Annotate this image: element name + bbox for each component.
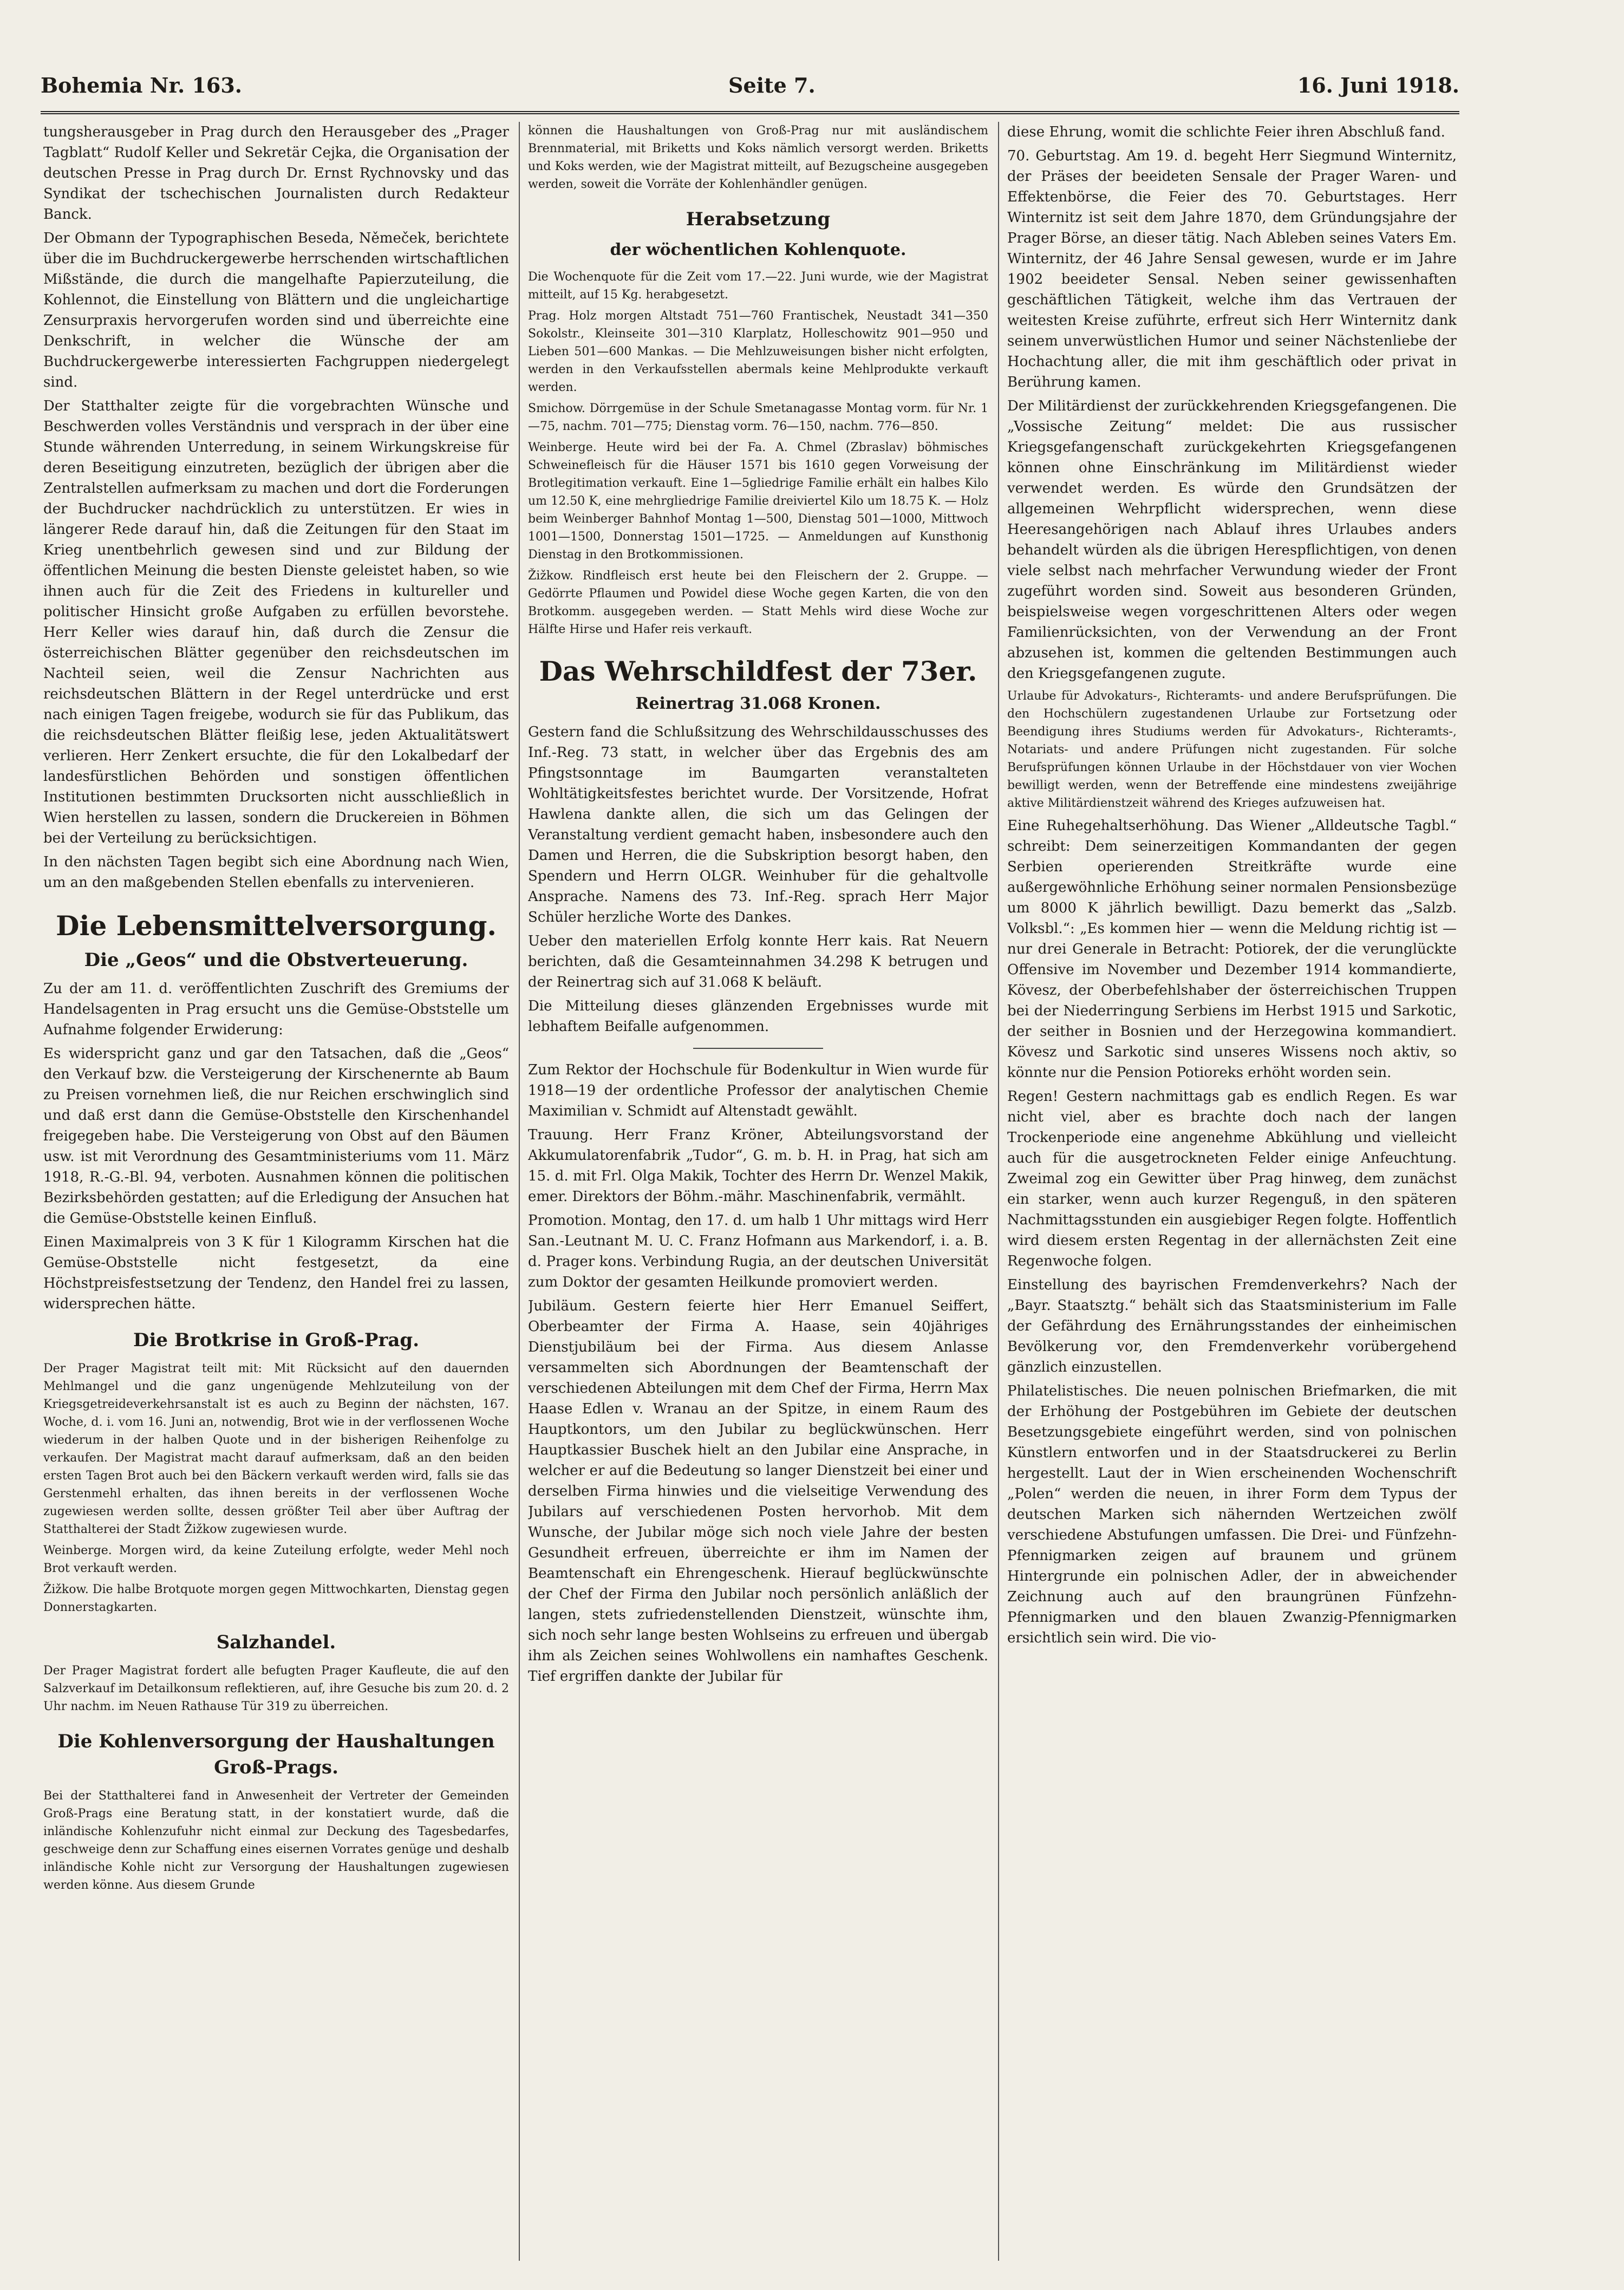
article-paragraph: Weinberge. Morgen wird, da keine Zuteilung erfolgte, weder Mehl noch Brot verkauft werden. [43, 1544, 509, 1575]
article-paragraph: Einstellung des bayrischen Fremdenverkehrs? Nach der „Bayr. Staatsztg.“ behält sich das Staatsministerium im Falle der Gefährdung des Ernährungsstandes der einheimischen Bevölkerung vor, den Fremdenverkehr vorübergehend gänzlich einzustellen. [1007, 1277, 1457, 1375]
article-heading: Die Brotkrise in Groß-Prag. [133, 1329, 420, 1351]
masthead-issue: Bohemia Nr. 163. [41, 73, 243, 97]
article-heading: Herabsetzung [686, 208, 831, 230]
article-paragraph: Trauung. Herr Franz Kröner, Abteilungsvorstand der Akkumulatorenfabrik „Tudor“, G. m. b. H. in Prag, hat sich am 15. d. mit Frl. Olga Makik, Tochter des Herrn Dr. Wenzel Makik, emer. Direktors der Böhm.-mähr. Maschinenfabrik, vermählt. [528, 1127, 988, 1205]
page-header [41, 73, 1459, 106]
article-heading: Salzhandel. [216, 1632, 336, 1653]
article-paragraph: können die Haushaltungen von Groß-Prag nur mit ausländischem Brennmaterial, mit Briketts und Koks nämlich versorgt werden. Briketts und Koks werden, wie der Magistrat mitteilt, auf Bezugscheine ausgegeben werden, soweit die Vorräte der Kohlenhändler genügen. [528, 124, 988, 191]
article-paragraph: Jubiläum. Gestern feierte hier Herr Emanuel Seiffert, Oberbeamter der Firma A. Haase, sein 40jähriges Dienstjubiläum bei der Firma. Aus diesem Anlasse versammelten sich Abordnungen der Beamtenschaft der verschiedenen Abteilungen mit dem Chef der Firma, Herrn Max Haase Edlen v. Wranau an der Spitze, in einem Raum des Hauptkontors, um den Jubilar zu beglückwünschen. Herr Hauptkassier Buschek hielt an den Jubilar eine Ansprache, in welcher er auf die Bedeutung so langer Dienstzeit bei einer und derselben Firma hinwies und die vielseitige Verwendung des Jubilars auf verschiedenen Posten hervorhob. Mit dem Wunsche, der Jubilar möge sich noch viele Jahre der besten Gesundheit erfreuen, überreichte er ihm im Namen der Beamtenschaft ein Ehrengeschenk. Hierauf beglückwünschte der Chef der Firma den Jubilar noch persönlich anläßlich der langen, stets zufriedenstellenden Dienstzeit, wünschte ihm, sich noch sehr lange besten Wohlseins zu erfreuen und übergab ihm als Zeichen seines Wohlwollens ein namhaftes Geschenk. Tief ergriffen dankte der Jubilar für [528, 1298, 988, 1685]
article-paragraph: Zum Rektor der Hochschule für Bodenkultur in Wien wurde für 1918—19 der ordentliche Professor der analytischen Chemie Maximilian v. Schmidt auf Altenstadt gewählt. [528, 1062, 988, 1119]
article-subheading: Reinertrag 31.068 Kronen. [635, 694, 881, 713]
article-paragraph: Bei der Statthalterei fand in Anwesenheit der Vertreter der Gemeinden Groß-Prags eine Beratung statt, in der konstatiert wurde, daß die inländische Kohlenzufuhr nicht einmal zur Deckung des Tagesbedarfes, geschweige denn zur Schaffung eines eisernen Vorrates genüge und deshalb inländische Kohle nicht zur Versorgung der Haushaltungen zugewiesen werden könne. Aus diesem Grunde [43, 1789, 509, 1892]
article-paragraph: Die Wochenquote für die Zeit vom 17.—22. Juni wurde, wie der Magistrat mitteilt, auf 15 Kg. herabgesetzt. [528, 270, 988, 302]
article-paragraph: diese Ehrung, womit die schlichte Feier ihren Abschluß fand. [1007, 124, 1445, 140]
article-paragraph: Die Mitteilung dieses glänzenden Ergebnisses wurde mit lebhaftem Beifalle aufgenommen. [528, 998, 988, 1035]
article-paragraph: tungsherausgeber in Prag durch den Herausgeber des „Prager Tagblatt“ Rudolf Keller und Sekretär Cejka, die Organisation der deutschen Presse in Prag durch Dr. Ernst Rychnovsky und das Syndikat der tschechischen Journalisten durch Redakteur Banck. [43, 124, 509, 223]
article-paragraph: Es widerspricht ganz und gar den Tatsachen, daß die „Geos“ den Verkauf bzw. die Versteigerung der Kirschenernte ab Baum zu Preisen vornehmen ließ, die nur Reichen erschwinglich sind und daß erst dann die Gemüse-Obststelle den Kirschenhandel freigegeben habe. Die Versteigerung von Obst auf den Bäumen usw. ist mit Verordnung des Gesamtministeriums vom 11. März 1918, R.-G.-Bl. 94, verboten. Ausnahmen können die politischen Bezirksbehörden gestatten; auf die Erledigung der Ansuchen hat die Gemüse-Obststelle keinen Einfluß. [43, 1046, 509, 1226]
article-paragraph: Gestern fand die Schlußsitzung des Wehrschildausschusses des Inf.-Reg. 73 statt, in welcher über das Ergebnis des am Pfingstsonntage im Baumgarten veranstalteten Wohltätigkeitsfestes berichtet wurde. Der Vorsitzende, Hofrat Hawlena dankte allen, die sich um das Gelingen der Veranstaltung verdient gemacht haben, insbesondere auch den Damen und Herren, die die Subskription besorgt haben, den Spendern und Herrn OLGR. Weinhuber für die gehaltvolle Ansprache. Namens des 73. Inf.-Reg. sprach Herr Major Schüler herzliche Worte des Dankes. [528, 724, 988, 925]
header-rule [41, 111, 1459, 114]
article-paragraph: In den nächsten Tagen begibt sich eine Abordnung nach Wien, um an den maßgebenden Stellen ebenfalls zu intervenieren. [43, 854, 509, 891]
article-paragraph: Promotion. Montag, den 17. d. um halb 1 Uhr mittags wird Herr San.-Leutnant M. U. C. Franz Hofmann aus Markendorf, i. a. B. d. Prager kons. Verbindung Rugia, an der deutschen Universität zum Doktor der gesamten Heilkunde promoviert werden. [528, 1212, 988, 1290]
article-paragraph: Der Obmann der Typographischen Beseda, Němeček, berichtete über die im Buchdruckergewerbe herrschenden wirtschaftlichen Mißstände, die durch die mangelhafte Papierzuteilung, die Kohlennot, die Einstellung von Blättern und die ungleichartige Zensurpraxis hervorgerufen worden sind und überreichte eine Denkschrift, in welcher die Wünsche der am Buchdruckergewerbe interessierten Fachgruppen niedergelegt sind. [43, 230, 509, 390]
article-paragraph: Zu der am 11. d. veröffentlichten Zuschrift des Gremiums der Handelsagenten in Prag ersucht uns die Gemüse-Obststelle um Aufnahme folgender Erwiderung: [43, 981, 509, 1038]
article-paragraph: Smichow. Dörrgemüse in der Schule Smetanagasse Montag vorm. für Nr. 1—75, nachm. 701—775; Dienstag vorm. 76—150, nachm. 776—850. [528, 402, 988, 433]
column-divider [519, 122, 520, 2261]
article-paragraph: Žižkow. Die halbe Brotquote morgen gegen Mittwochkarten, Dienstag gegen Donnerstagkarten. [43, 1583, 509, 1614]
article-paragraph: Philatelistisches. Die neuen polnischen Briefmarken, die mit der Erhöhung der Postgebühren im Gebiete der deutschen Besetzungsgebiete eingeführt werden, sind von polnischen Künstlern entworfen und in der Staatsdruckerei zu Berlin hergestellt. Laut der in Wien erscheinenden Wochenschrift „Polen“ werden die neuen, in ihrer Form dem Typus der deutschen Marken sich nähernden Wertzeichen zwölf verschiedene Abstufungen umfassen. Die Drei- und Fünfzehn-Pfennigmarken zeigen auf braunem und grünem Hintergrunde ein polnischen Adler, der in abweichender Zeichnung auch auf den braungrünen Fünfzehn-Pfennigmarken und den blauen Zwanzig-Pfennigmarken ersichtlich sein wird. Die vio- [1007, 1383, 1457, 1646]
article-paragraph: Weinberge. Heute wird bei der Fa. A. Chmel (Zbraslav) böhmisches Schweinefleisch für die Häuser 1571 bis 1610 gegen Vorweisung der Brotlegitimation verkauft. Eine 1—5gliedrige Familie erhält ein halbes Kilo um 12.50 K, eine mehrgliedrige Familie dreiviertel Kilo um 18.75 K. — Holz beim Weinberger Bahnhof Montag 1—500, Dienstag 501—1000, Mittwoch 1001—1500, Donnerstag 1501—1725. — Anmeldungen auf Kunsthonig Dienstag in den Brotkommissionen. [528, 441, 988, 562]
article-heading: Die Kohlenversorgung der Haushaltungen Groß-Prags. [57, 1731, 495, 1778]
article-paragraph: Prag. Holz morgen Altstadt 751—760 Frantischek, Neustadt 341—350 Sokolstr., Kleinseite 301—310 Klarplatz, Holleschowitz 901—950 und Lieben 501—600 Mankas. — Die Mehlzuweisungen bisher nicht erfolgten, werden in den Verkaufsstellen abermals keine Mehlprodukte verkauft werden. [528, 309, 988, 394]
article-paragraph: Žižkow. Rindfleisch erst heute bei den Fleischern der 2. Gruppe. — Gedörrte Pflaumen und Powidel diese Woche gegen Karten, die von den Brotkomm. ausgegeben werden. — Statt Mehls wird diese Woche zur Hälfte Hirse und Hafer reis verkauft. [528, 569, 988, 636]
article-paragraph: 70. Geburtstag. Am 19. d. begeht Herr Siegmund Winternitz, der Präses der beeideten Sensale der Prager Waren- und Effektenbörse, die Feier des 70. Geburtstages. Herr Winternitz ist seit dem Jahre 1870, dem Gründungsjahre der Prager Börse, an dieser tätig. Nach Ableben seines Vaters Em. Winternitz, der 46 Jahre Sensal gewesen, wurde er im Jahre 1902 beeideter Sensal. Neben seiner gewissenhaften geschäftlichen Tätigkeit, welche ihm das Vertrauen der weitesten Kreise zuführte, erfreut sich Herr Winternitz dank seinem unverwüstlichen Humor und seiner Nächstenliebe der Hochachtung aller, die mit ihm geschäftlich oder privat in Berührung kamen. [1007, 148, 1457, 390]
issue-date: 16. Juni 1918. [1297, 73, 1459, 97]
article-paragraph: Der Prager Magistrat fordert alle befugten Prager Kaufleute, die auf den Salzverkauf im Detailkonsum reflektieren, auf, ihre Gesuche bis zum 20. d. 2 Uhr nachm. im Neuen Rathause Tür 319 zu überreichen. [43, 1664, 509, 1713]
section-heading: Die Lebensmittelversorgung. [56, 910, 497, 942]
article-paragraph: Der Militärdienst der zurückkehrenden Kriegsgefangenen. Die „Vossische Zeitung“ meldet: Die aus russischer Kriegsgefangenschaft zurückgekehrten Kriegsgefangenen können ohne Einschränkung im Militärdienst wieder verwendet werden. Es würde den Grundsätzen der allgemeinen Wehrpflicht widersprechen, wenn diese Heeresangehörigen nach Ablauf ihres Urlaubes anders behandelt würden als die übrigen Herespflichtigen, von denen viele selbst nach mehrfacher Verwundung wieder der Front zugeführt worden sind. Soweit aus besonderen Gründen, beispielsweise wegen vorgeschrittenen Alters oder wegen Familienrücksichten, von der Verwendung an der Front abzusehen ist, kommen die geltenden Bestimmungen auch den Kriegsgefangenen zugute. [1007, 398, 1457, 682]
article-paragraph: Der Prager Magistrat teilt mit: Mit Rücksicht auf den dauernden Mehlmangel und die ganz ungenügende Mehlzuteilung von der Kriegsgetreideverkehrsanstalt ist es auch zu Beginn der nächsten, 167. Woche, d. i. vom 16. Juni an, notwendig, Brot wie in der verflossenen Woche wiederum in der halben Quote und in der bisherigen Reihenfolge zu verkaufen. Der Magistrat macht darauf aufmerksam, daß an den beiden ersten Tagen Brot auch bei den Bäckern verkauft werden wird, falls sie das Gerstenmehl erhalten, das ihnen bereits in der verflossenen Woche zugewiesen werden sollte, dessen größter Teil aber über Auftrag der Statthalterei der Stadt Žižkow zugewiesen wurde. [43, 1362, 509, 1536]
article-subheading: der wöchentlichen Kohlenquote. [610, 240, 906, 259]
column-3 [1007, 122, 1457, 2266]
page-number: Seite 7. [728, 73, 816, 97]
column-divider [998, 122, 999, 2261]
article-paragraph: Eine Ruhegehaltserhöhung. Das Wiener „Alldeutsche Tagbl.“ schreibt: Dem seinerzeitigen Kommandanten der gegen Serbien operierenden Streitkräfte wurde eine außergewöhnliche Erhöhung seiner normalen Pensionsbezüge um 8000 K jährlich bewilligt. Dazu bemerkt das „Salzb. Volksbl.“: „Es kommen hier — wenn die Meldung richtig ist — nur drei Generale in Betracht: Potiorek, der die verunglückte Offensive im November und Dezember 1914 kommandierte, Kövesz, der Oberbefehlshaber der österreichischen Truppen bei der Niederringung Serbiens im Herbst 1915 und Sarkotic, der seither in Bosnien und der Herzegowina kommandiert. Kövesz und Sarkotic sind unseres Wissens noch aktiv, so könnte nur die Pension Potioreks erhöht worden sein. [1007, 818, 1457, 1081]
article-paragraph: Urlaube für Advokaturs-, Richteramts- und andere Berufsprüfungen. Die den Hochschülern zugestandenen Urlaube zur Fortsetzung oder Beendigung ihres Studiums werden für Advokaturs-, Richteramts-, Notariats- und andere Prüfungen nicht zugestanden. Für solche Berufsprüfungen können Urlaube in der Höchstdauer von vier Wochen bewilligt werden, wenn der Betreffende eine mindestens zweijährige aktive Militärdienstzeit während des Krieges aufzuweisen hat. [1007, 689, 1457, 810]
article-paragraph: Ueber den materiellen Erfolg konnte Herr kais. Rat Neuern berichten, daß die Gesamteinnahmen 34.298 K betrugen und der Reinertrag sich auf 31.068 K beläuft. [528, 933, 988, 990]
section-heading: Das Wehrschildfest der 73er. [539, 655, 977, 687]
article-paragraph: Der Statthalter zeigte für die vorgebrachten Wünsche und Beschwerden volles Verständnis und versprach in der über eine Stunde währenden Unterredung, in seinem Wirkungskreise für deren Beseitigung einzutreten, bezüglich der übrigen aber die Zentralstellen aufmerksam zu machen und dort die Forderungen der Buchdrucker nachdrücklich zu unterstützen. Er wies in längerer Rede darauf hin, daß die Zeitungen für den Staat im Krieg unentbehrlich gewesen sind und zur Bildung der öffentlichen Meinung die besten Dienste geleistet haben, so wie ihnen auch für die Zeit des Friedens in kultureller und politischer Hinsicht große Aufgaben zu erfüllen bevorstehe. Herr Keller wies darauf hin, daß durch die Zensur die österreichischen Blätter gegenüber den reichsdeutschen im Nachteil seien, weil die Zensur Nachrichten aus reichsdeutschen Blättern in der Regel unterdrücke und erst nach einigen Tagen freigebe, wodurch sie für das Publikum, das die reichsdeutschen Blätter fleißig lese, jeden Aktualitätswert verlieren. Herr Zenkert ersuchte, die für den Lokalbedarf der landesfürstlichen Behörden und sonstigen öffentlichen Institutionen bestimmten Drucksorten nicht ausschließlich in Wien herstellen zu lassen, sondern die Druckereien in Böhmen bei der Verteilung zu berücksichtigen. [43, 398, 509, 846]
article-heading: Die „Geos“ und die Obstverteuerung. [84, 949, 468, 971]
article-paragraph: Regen! Gestern nachmittags gab es endlich Regen. Es war nicht viel, aber es brachte doch nach der langen Trockenperiode eine angenehme Abkühlung und vielleicht auch für die ausgetrockneten Felder einige Anfeuchtung. Zweimal zog ein Gewitter über Prag hinweg, dem zunächst ein starker, wenn auch kurzer Regenguß, in den späteren Nachmittagsstunden ein ausgiebiger Regen folgte. Hoffentlich wird diesem ersten Regentag in der allernächsten Zeit eine Regenwoche folgen. [1007, 1088, 1457, 1269]
article-paragraph: Einen Maximalpreis von 3 K für 1 Kilogramm Kirschen hat die Gemüse-Obststelle nicht festgesetzt, da eine Höchstpreisfestsetzung der Tendenz, den Handel frei zu lassen, widersprechen hätte. [43, 1234, 509, 1312]
column-2 [528, 122, 988, 2266]
column-1 [43, 122, 509, 2266]
separator-rule [693, 1048, 823, 1049]
